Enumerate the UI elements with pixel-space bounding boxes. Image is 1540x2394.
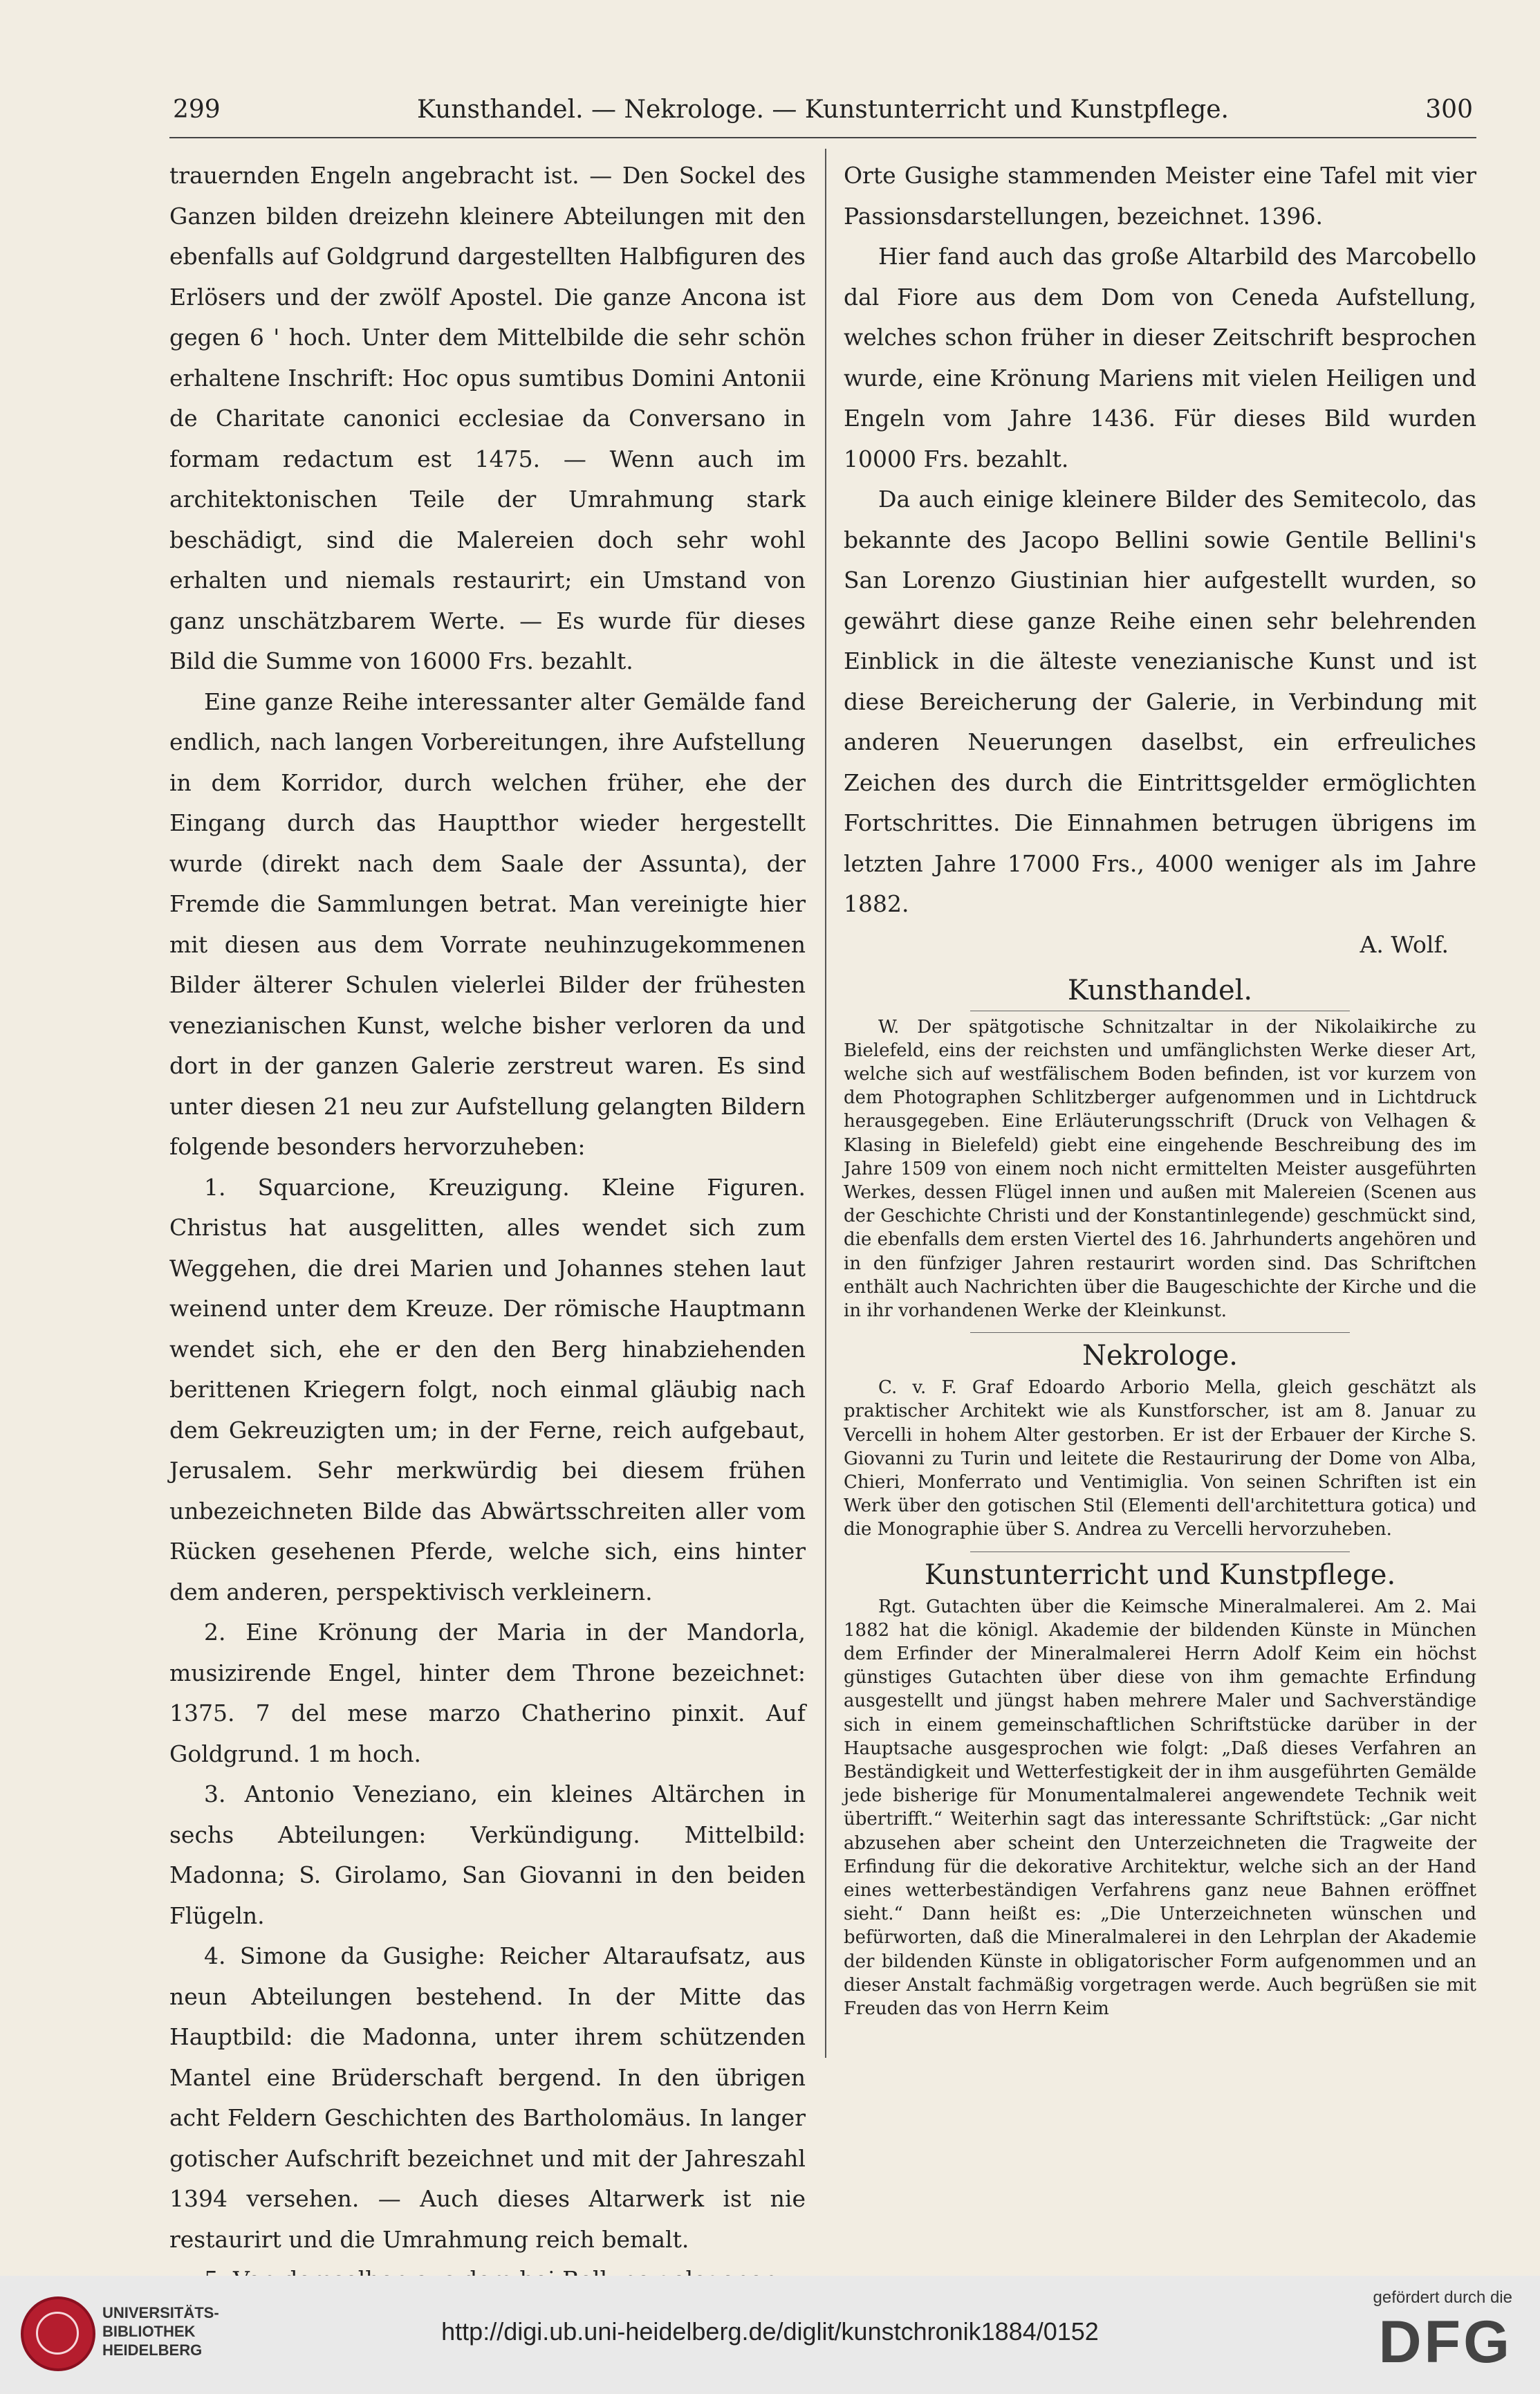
paragraph: Da auch einige kleinere Bilder des Semitecolo, das bekannte des Jacopo Bellini sowie Gentile Bellini's San Lorenzo Giustinian hier aufgestellt wurden, so gewährt diese ganze Reihe einen sehr belehrenden Einblick in die älteste venezianische Kunst und ist diese Bereicherung der Galerie, in Verbindung mit anderen Neuerungen daselbst, ein erfreuliches Zeichen des durch die Eintrittsgelder ermöglichten Fortschrittes. Die Einnahmen betrugen übrigens im letzten Jahre 17000 Frs., 4000 weniger als im Jahre 1882. — [844, 486, 1476, 917]
running-title: Kunsthandel. — Nekrologe. — Kunstunterricht und Kunstpflege. — [417, 95, 1229, 124]
running-header — [173, 95, 1473, 137]
viewer-footer — [0, 2276, 1540, 2394]
paragraph: Hier fand auch das große Altarbild des Marcobello dal Fiore aus dem Dom von Ceneda Aufstellung, welches schon früher in dieser Zeitschrift besprochen wurde, eine Krönung Mariens mit vielen Heiligen und Engeln vom Jahre 1436. Für dieses Bild wurden 10000 Frs. bezahlt. — [844, 243, 1476, 472]
section-heading: Nekrologe. — [1082, 1340, 1238, 1372]
list-item: 4. Simone da Gusighe: Reicher Altaraufsatz, aus neun Abteilungen bestehend. In der Mitte das Hauptbild: die Madonna, unter ihrem schützenden Mantel eine Brüderschaft bergend. In den übrigen acht Feldern Geschichten des Bartholomäus. In langer gotischer Aufschrift bezeichnet und mit der Jahreszahl 1394 versehen. — Auch dieses Altarwerk ist nie restaurirt und die Umrahmung reich bemalt. — [169, 1942, 806, 2253]
paragraph: C. v. F. Graf Edoardo Arborio Mella, gleich geschätzt als praktischer Architekt wie als Kunstforscher, ist am 8. Januar zu Vercelli in hohem Alter gestorben. Er ist der Erbauer der Kirche S. Giovanni zu Turin und leitete die Restaurirung der Dome von Alba, Chieri, Monferrato und Ventimiglia. Von seinen Schriften ist ein Werk über den gotischen Stil (Elementi dell'architettura gotica) und die Monographie über S. Andrea zu Vercelli hervorzuheben. — [844, 1377, 1476, 1540]
right-column — [844, 156, 1476, 2065]
list-item: 1. Squarcione, Kreuzigung. Kleine Figuren. Christus hat ausgelitten, alles wendet sich zum Weggehen, die drei Marien und Johannes stehen laut weinend unter dem Kreuze. Der römische Hauptmann wendet sich, ehe er den den Berg hinabziehenden berittenen Kriegern folgt, noch einmal gläubig nach dem Gekreuzigten um; in der Ferne, reich aufgebaut, Jerusalem. Sehr merkwürdig bei diesem frühen unbezeichneten Bilde das Abwärtsschreiten aller vom Rücken gesehenen Pferde, welche sich, eins hinter dem anderen, perspektivisch verkleinern. — [169, 1173, 806, 1605]
section-heading: Kunstunterricht und Kunstpflege. — [924, 1558, 1396, 1591]
paragraph: trauernden Engeln angebracht ist. — Den Sockel des Ganzen bilden dreizehn kleinere Abteilungen mit den ebenfalls auf Goldgrund dargestellten Halbfiguren des Erlösers und der zwölf Apostel. Die ganze Ancona ist gegen 6 ' hoch. Unter dem Mittelbilde die sehr schön erhaltene Inschrift: Hoc opus sumtibus Domini Antonii de Charitate canonici ecclesiae da Conversano in formam redactum est 1475. — Wenn auch im architektonischen Teile der Umrahmung stark beschädigt, sind die Malereien doch sehr wohl erhalten und niemals restaurirt; ein Umstand von ganz unschätzbarem Werte. — Es wurde für dieses Bild die Summe von 16000 Frs. bezahlt. — [169, 162, 806, 674]
header-rule — [169, 137, 1476, 138]
dfg-logo: DFG — [1378, 2309, 1512, 2375]
column-divider — [825, 149, 826, 2058]
left-column — [169, 156, 806, 2253]
page-number-right: 300 — [1425, 95, 1473, 124]
paragraph: Orte Gusighe stammenden Meister eine Tafel mit vier Passionsdarstellungen, bezeichnet. 1396. — [844, 162, 1476, 230]
section-rule — [970, 1332, 1350, 1333]
section-kunsthandel — [844, 975, 1476, 1011]
sponsor-label: gefördert durch die — [1373, 2288, 1512, 2307]
section-heading: Kunsthandel. — [1067, 974, 1253, 1006]
paragraph: Eine ganze Reihe interessanter alter Gemälde fand endlich, nach langen Vorbereitungen, ihre Aufstellung in dem Korridor, durch welchen früher, ehe der Eingang durch das Hauptthor wieder hergestellt wurde (direkt nach dem Saale der Assunta), der Fremde die Sammlungen betrat. Man vereinigte hier mit diesen aus dem Vorrate neuhinzugekommenen Bilder älterer Schulen vielerlei Bilder der frühesten venezianischen Kunst, welche bisher verloren da und dort in der ganzen Galerie zerstreut waren. Es sind unter diesen 21 neu zur Aufstellung gelangten Bildern folgende besonders hervorzuheben: — [169, 688, 806, 1160]
page-number-left: 299 — [173, 95, 221, 124]
section-kunstunterricht — [844, 1552, 1476, 1591]
paragraph: Rgt. Gutachten über die Keimsche Mineralmalerei. Am 2. Mai 1882 hat die königl. Akademie der bildenden Künste in München dem Erfinder der Mineralmalerei Herrn Adolf Keim ein höchst günstiges Gutachten über diese von ihm gemachte Erfindung ausgestellt und jüngst haben mehrere Maler und Sachverständige sich in einem gemeinschaftlichen Schriftstücke darüber in der Hauptsache ausgesprochen wie folgt: „Daß dieses Verfahren an Beständigkeit und Wetterfestigkeit der in ihm ausgeführten Gemälde jede bisherige für Monumentalmalerei angewendete Technik weit übertrifft.“ Weiterhin sagt das interessante Schriftstück: „Gar nicht abzusehen aber scheint den Unterzeichneten die Tragweite der Erfindung für die dekorative Architektur, welche sich an der Hand eines wetterbeständigen Verfahrens ganz neue Bahnen eröffnet sieht.“ Dann heißt es: „Die Unterzeichneten wünschen und befürworten, daß die Mineralmalerei in den Lehrplan der Akademie der bildenden Künste in obligatorischer Form aufgenommen und an dieser Anstalt fachmäßig vorgetragen werde. Auch begrüßen sie mit Freuden das von Herrn Keim — [844, 1596, 1476, 2020]
section-nekrologe — [844, 1332, 1476, 1372]
author-signature: A. Wolf. — [1360, 930, 1449, 958]
permalink-url[interactable]: http://digi.ub.uni-heidelberg.de/diglit/kunstchronik1884/0152 — [441, 2317, 1099, 2346]
list-item: 3. Antonio Veneziano, ein kleines Altärchen in sechs Abteilungen: Verkündigung. Mittelbild: Madonna; S. Girolamo, San Giovanni in den beiden Flügeln. — [169, 1780, 806, 1929]
list-item: 2. Eine Krönung der Maria in der Mandorla, musizirende Engel, hinter dem Throne bezeichnet: 1375. 7 del mese marzo Chatherino pinxit. Auf Goldgrund. 1 m hoch. — [169, 1619, 806, 1767]
paragraph: W. Der spätgotische Schnitzaltar in der Nikolaikirche zu Bielefeld, eins der reichsten und umfänglichsten Werke dieser Art, welche sich auf westfälischem Boden befinden, ist vor kurzem von dem Photographen Schlitzberger aufgenommen und in Lichtdruck herausgegeben. Eine Erläuterungsschrift (Druck von Velhagen & Klasing in Bielefeld) giebt eine eingehende Beschreibung des im Jahre 1509 von einem noch nicht ermittelten Meister ausgeführten Werkes, dessen Flügel innen und außen mit Malereien (Scenen aus der Geschichte Christi und der Konstantinlegende) geschmückt sind, die ebenfalls dem ersten Viertel des 16. Jahrhunderts angehören und in den fünfziger Jahren restaurirt worden sind. Das Schriftchen enthält auch Nachrichten über die Baugeschichte der Kirche und die in ihr vorhandenen Werke der Kleinkunst. — [844, 1016, 1476, 1321]
sponsor-block[interactable] — [1333, 2288, 1512, 2377]
library-name: UNIVERSITÄTS- BIBLIOTHEK HEIDELBERG — [102, 2304, 219, 2359]
